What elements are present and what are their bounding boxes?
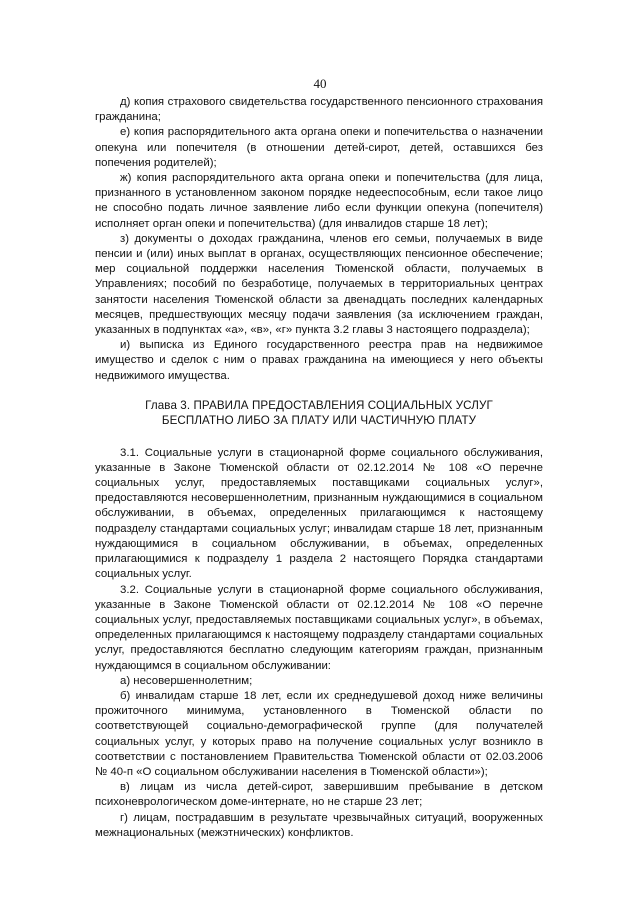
clause-3-1: 3.1. Социальные услуги в стационарной форме социального обслуживания, указанные в Законе Тюменской области от 02.12.2014 № 108 «О перечне социальных услуг, предоставляемых поставщиками социальных услуг», предоставляются несовершеннолетним, признанным нуждающимися в социальном обслуживании, в объемах, определенных прилагающимся к настоящему подразделу стандартами социальных услуг; инвалидам старше 18 лет, признанным нуждающимися в социальном обслуживании, в объемах, определенных прилагающимися к подразделу 1 раздела 2 настоящего Порядка стандартами социальных услуг. [95,446,543,581]
clause-3-2-item-g: г) лицам, пострадавшим в результате чрезвычайных ситуаций, вооруженных межнациональных (межэтнических) конфликтов. [95,811,543,839]
chapter-heading-line-1: Глава 3. ПРАВИЛА ПРЕДОСТАВЛЕНИЯ СОЦИАЛЬНЫХ УСЛУГ [145,398,493,412]
list-item-d: д) копия страхового свидетельства государственного пенсионного страхования гражданина; [95,96,543,124]
clause-3-2-item-v: в) лицам из числа детей-сирот, завершившим пребывание в детском психоневрологическом доме-интернате, но не старше 23 лет; [95,781,543,809]
page-body [95,95,543,841]
chapter-heading-line-2: БЕСПЛАТНО ЛИБО ЗА ПЛАТУ ИЛИ ЧАСТИЧНУЮ ПЛАТУ [161,414,477,428]
list-item-zh: ж) копия распорядительного акта органа опеки и попечительства (для лица, признанного в установленном законом порядке недееспособным, если такое лицо не способно подать личное заявление либо если функции опекуна (попечителя) исполняет орган опеки и попечительства) (для инвалидов старше 18 лет); [95,172,543,230]
clause-3-2-item-b: б) инвалидам старше 18 лет, если их среднедушевой доход ниже величины прожиточного минимума, установленного в Тюменской области по соответствующей социально-демографической группе (для получателей социальных услуг, у которых право на получение социальных услуг возникло в соответствии с постановлением Правительства Тюменской области от 02.03.2006 № 40-п «О социальном обслуживании населения в Тюменской области»); [95,689,543,778]
chapter-heading [95,398,543,429]
clause-3-2-item-a: а) несовершеннолетним; [120,674,253,687]
clause-3-2: 3.2. Социальные услуги в стационарной форме социального обслуживания, указанные в Законе Тюменской области от 02.12.2014 № 108 «О перечне социальных услуг, предоставляемых поставщиками социальных услуг», в объемах, определенных прилагающимся к настоящему подразделу стандартами социальных услуг, предоставляются бесплатно следующим категориям граждан, признанным нуждающимся в социальном обслуживании: [95,583,543,672]
list-item-z: з) документы о доходах гражданина, членов его семьи, получаемых в виде пенсии и (или) иных выплат в органах, осуществляющих пенсионное обеспечение; мер социальной поддержки населения Тюменской области, получаемых в Управлениях; пособий по безработице, получаемых в территориальных центрах занятости населения Тюменской области за двенадцать последних календарных месяцев, предшествующих месяцу подачи заявления (за исключением граждан, указанных в подпунктах «а», «в», «г» пункта 3.2 главы 3 настоящего подраздела); [95,232,543,337]
list-item-e: е) копия распорядительного акта органа опеки и попечительства о назначении опекуна или попечителя (в отношении детей-сирот, детей, оставшихся без попечения родителей); [95,126,543,169]
page-number: 40 [313,76,327,91]
list-item-i: и) выписка из Единого государственного реестра прав на недвижимое имущество и сделок с ним о правах гражданина на имеющиеся у него объекты недвижимого имущества. [95,339,543,382]
